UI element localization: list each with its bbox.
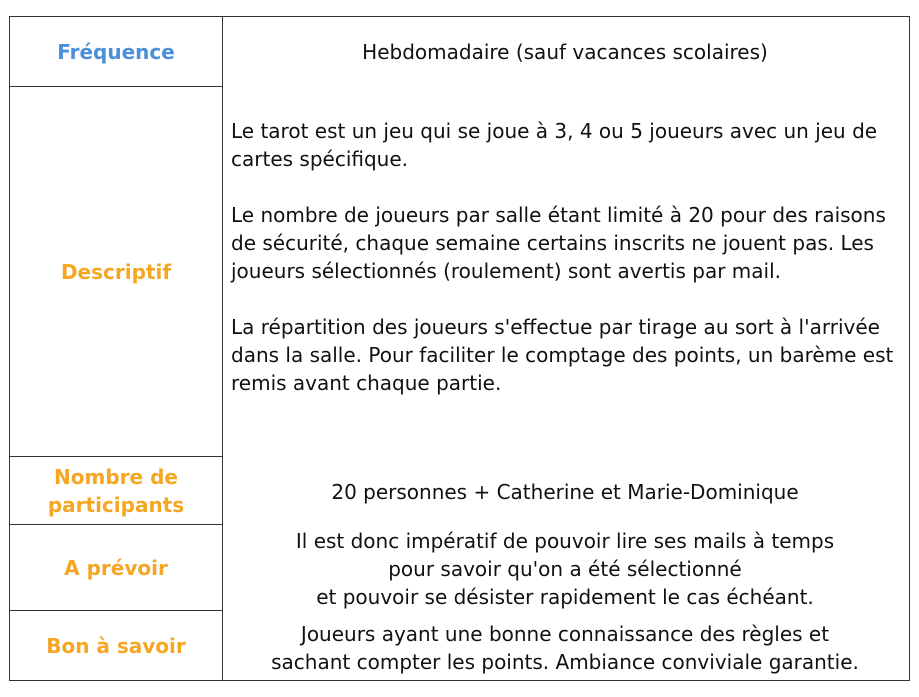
- a-prevoir-line-2: pour savoir qu'on a été sélectionné: [388, 557, 742, 581]
- info-table: [9, 16, 910, 681]
- label-bon-a-savoir: [10, 610, 222, 681]
- a-prevoir-line-1: Il est donc impératif de pouvoir lire ses mails à temps: [295, 529, 835, 553]
- label-descriptif-text: Descriptif: [60, 260, 172, 284]
- descriptif-text-block: [231, 117, 901, 397]
- descriptif-paragraph-2: Le nombre de joueurs par salle étant limité à 20 pour des raisons de sécurité, chaque semaine certains inscrits ne jouent pas. Les joueurs sélectionnés (roulement) sont avertis par mail.: [231, 203, 886, 283]
- label-frequence: [10, 17, 222, 86]
- label-participants-line1: Nombre de: [54, 465, 178, 489]
- bon-a-savoir-value: [221, 620, 909, 676]
- descriptif-paragraph-3: La répartition des joueurs s'effectue par tirage au sort à l'arrivée dans la salle. Pour faciliter le comptage des points, un barème est remis avant chaque partie.: [231, 315, 894, 395]
- a-prevoir-line-3: et pouvoir se désister rapidement le cas échéant.: [316, 585, 814, 609]
- participants-value: [221, 478, 909, 506]
- bon-a-savoir-line-2: sachant compter les points. Ambiance conviviale garantie.: [271, 650, 859, 674]
- label-participants: [10, 456, 222, 525]
- descriptif-paragraph-1: Le tarot est un jeu qui se joue à 3, 4 ou 5 joueurs avec un jeu de cartes spécifique.: [231, 119, 878, 171]
- label-participants-line2: participants: [47, 493, 185, 517]
- frequence-value: [221, 38, 909, 66]
- label-a-prevoir-text: A prévoir: [64, 556, 168, 580]
- a-prevoir-value: [221, 527, 909, 611]
- content-column: [221, 16, 910, 681]
- label-bon-a-savoir-text: Bon à savoir: [46, 634, 186, 658]
- frequence-value-text: Hebdomadaire (sauf vacances scolaires): [362, 40, 768, 64]
- bon-a-savoir-line-1: Joueurs ayant une bonne connaissance des règles et: [300, 622, 830, 646]
- label-descriptif: [10, 86, 222, 457]
- label-a-prevoir: [10, 524, 222, 611]
- label-frequence-text: Fréquence: [57, 39, 175, 64]
- label-column: [9, 16, 223, 681]
- participants-value-text: 20 personnes + Catherine et Marie-Dominique: [331, 480, 799, 504]
